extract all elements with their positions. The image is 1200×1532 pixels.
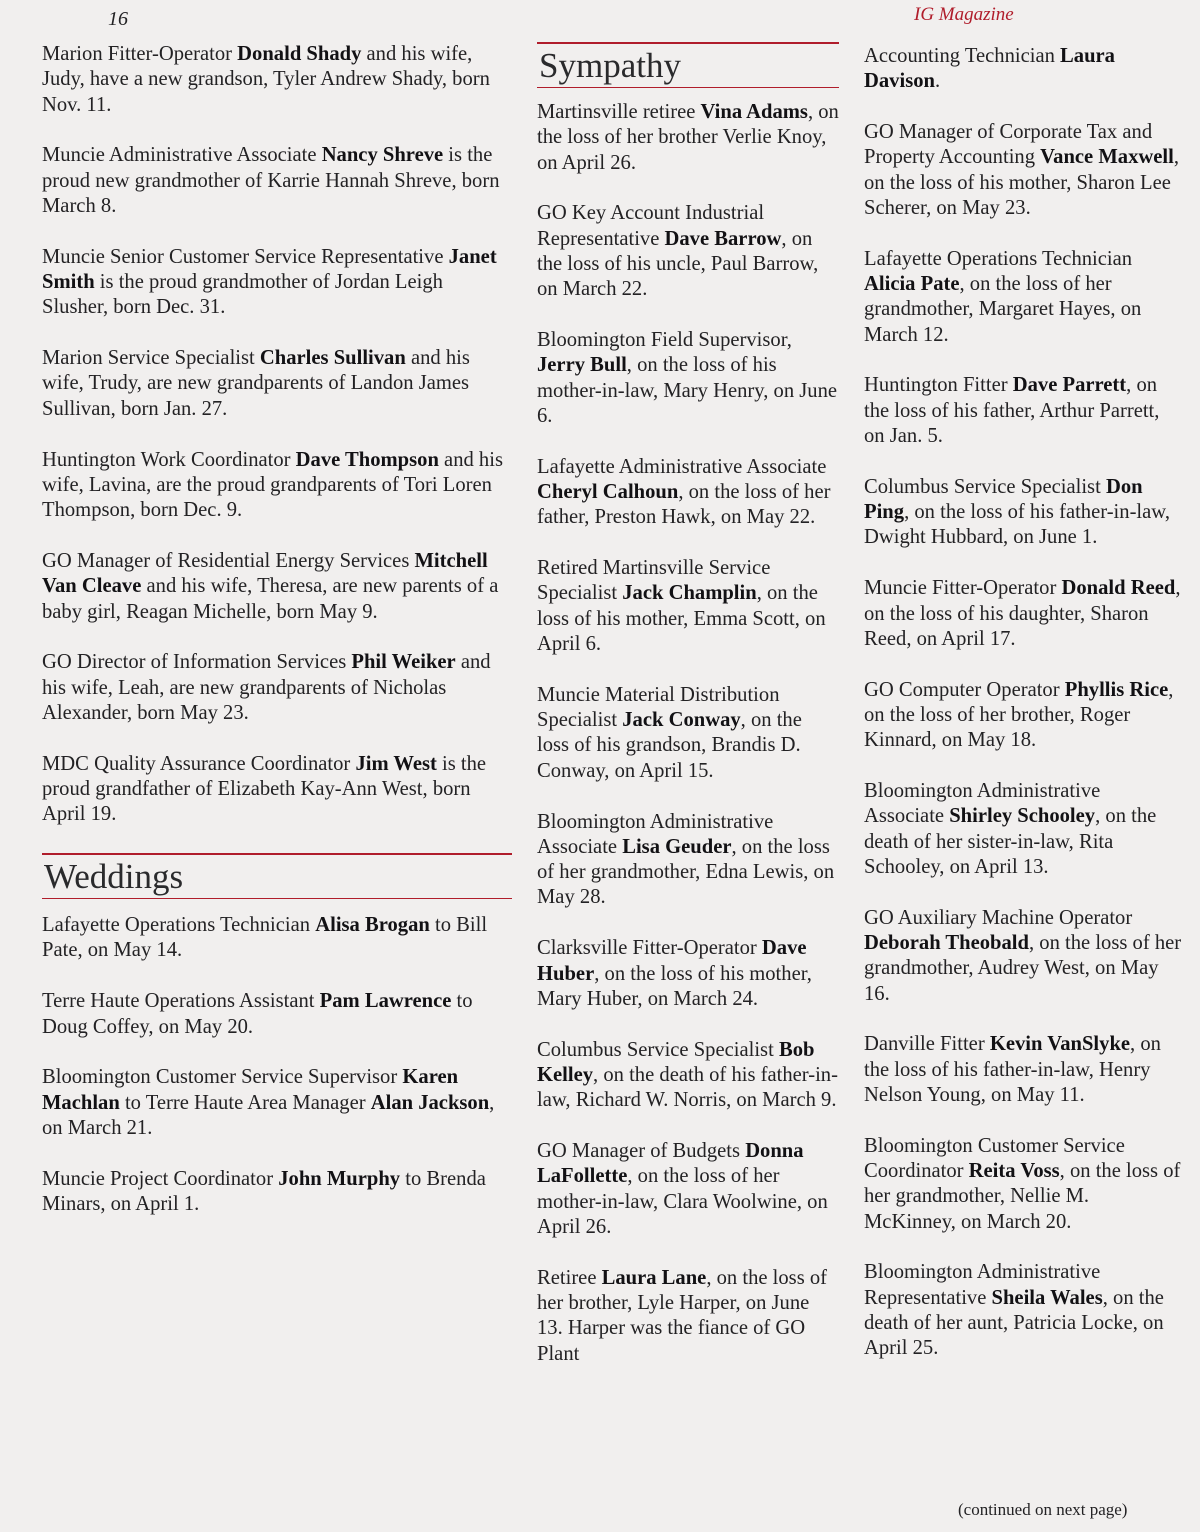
entry-text: , on the loss of his grandson, Brandis D. Conway, on April 15. xyxy=(537,709,802,782)
entry-text: to Terre Haute Area Manager xyxy=(119,1091,371,1114)
entry-text: , on the loss of his mother, Mary Huber, on March 24. xyxy=(537,962,812,1010)
births-list xyxy=(42,42,512,828)
entry-text: . xyxy=(934,70,941,93)
sympathy-entry xyxy=(537,683,839,784)
entry-text: is the proud grandmother of Jordan Leigh Slusher, born Dec. 31. xyxy=(42,271,443,319)
sympathy-entry xyxy=(864,247,1182,348)
column-2 xyxy=(537,42,839,1392)
entry-text: GO Manager of Residential Energy Services xyxy=(42,549,415,572)
entry-text: , on the loss of her grandmother, Edna Lewis, on May 28. xyxy=(537,835,835,909)
wedding-announcement xyxy=(42,1065,512,1141)
person-name: Nancy Shreve xyxy=(321,144,444,167)
person-name: Shirley Schooley xyxy=(949,805,1096,828)
entry-text: , on the loss of his mother, Sharon Lee Scherer, on May 23. xyxy=(864,146,1179,219)
entry-text: Bloomington Customer Service Coordinator xyxy=(864,1134,1125,1183)
person-name: Jerry Bull xyxy=(537,354,627,377)
sympathy-entry xyxy=(537,100,839,176)
sympathy-heading: Sympathy xyxy=(537,42,839,88)
birth-announcement xyxy=(42,346,512,422)
person-name: John Murphy xyxy=(278,1167,401,1190)
person-name: Donna LaFollette xyxy=(537,1140,804,1188)
entry-text: , on the loss of her brother, Lyle Harper, on June 13. Harper was the fiance of GO Plant xyxy=(537,1266,828,1365)
person-name: Bob Kelley xyxy=(537,1038,815,1086)
person-name: Alicia Pate xyxy=(864,273,960,296)
sympathy-entry xyxy=(864,475,1182,551)
person-name: Dave Huber xyxy=(537,937,807,985)
entry-text: Retiree xyxy=(537,1266,602,1289)
entry-text: Lafayette Operations Technician xyxy=(42,914,316,937)
entry-text: GO Director of Information Services xyxy=(42,651,352,674)
page-number: 16 xyxy=(108,8,128,30)
sympathy-entry xyxy=(864,906,1182,1007)
person-name: Dave Parrett xyxy=(1012,374,1127,397)
person-name: Vance Maxwell xyxy=(1040,146,1174,169)
person-name: Vina Adams xyxy=(700,101,808,123)
sympathy-entry xyxy=(864,373,1182,449)
entry-text: Marion Fitter-Operator xyxy=(42,43,238,65)
entry-text: to Doug Coffey, on May 20. xyxy=(42,990,473,1038)
sympathy-entry xyxy=(537,1038,839,1114)
entry-text: to Bill Pate, on May 14. xyxy=(42,914,488,962)
person-name: Cheryl Calhoun xyxy=(537,481,679,504)
entry-text: Lafayette Administrative Associate xyxy=(537,455,827,478)
person-name: Laura Davison xyxy=(864,45,1115,93)
person-name: Phil Weiker xyxy=(351,651,456,674)
entry-text: , on the death of her sister-in-law, Rita Schooley, on April 13. xyxy=(864,805,1157,878)
entry-text: , on the loss of his daughter, Sharon Reed, on April 17. xyxy=(864,577,1181,650)
entry-text: Lafayette Operations Technician xyxy=(864,247,1133,270)
sympathy-entry xyxy=(864,1134,1182,1235)
entry-text: , on the loss of his mother, Emma Scott, on April 6. xyxy=(537,582,826,656)
birth-announcement xyxy=(42,650,512,726)
entry-text: , on the loss of her father, Preston Hawk, on May 22. xyxy=(537,481,831,529)
entry-text: GO Computer Operator xyxy=(864,678,1065,701)
entry-text: , on the loss of her grandmother, Margaret Hayes, on March 12. xyxy=(864,273,1142,346)
person-name: Sheila Wales xyxy=(991,1286,1103,1309)
sympathy-entry xyxy=(864,678,1182,754)
person-name: Jim West xyxy=(355,752,437,775)
sympathy-entry xyxy=(864,1032,1182,1108)
person-name: Pam Lawrence xyxy=(319,990,452,1013)
entry-text: GO Key Account Industrial Representative xyxy=(537,202,765,250)
person-name: Lisa Geuder xyxy=(622,835,732,858)
sympathy-entry xyxy=(864,1260,1182,1361)
entry-text: Muncie Fitter-Operator xyxy=(864,577,1062,600)
weddings-list xyxy=(42,913,512,1217)
entry-text: GO Manager of Budgets xyxy=(537,1140,746,1162)
entry-text: to Brenda Minars, on April 1. xyxy=(42,1167,486,1215)
person-name: Phyllis Rice xyxy=(1064,678,1169,701)
entry-text: Bloomington Customer Service Supervisor xyxy=(42,1066,403,1089)
entry-text: Marion Service Specialist xyxy=(42,347,260,370)
sympathy-entry xyxy=(537,556,839,657)
entry-text: Muncie Senior Customer Service Representative xyxy=(42,245,449,268)
entry-text: GO Manager of Corporate Tax and Property Accounting xyxy=(864,121,1153,169)
entry-text: , on the loss of her mother-in-law, Clara Woolwine, on April 26. xyxy=(537,1165,828,1238)
person-name: Karen Machlan xyxy=(42,1066,459,1114)
wedding-announcement xyxy=(42,989,512,1040)
person-name: Donald Reed xyxy=(1061,577,1176,600)
entry-text: Martinsville retiree xyxy=(537,101,701,123)
entry-text: Columbus Service Specialist xyxy=(864,475,1106,498)
sympathy-list-continued xyxy=(864,44,1182,1362)
sympathy-entry xyxy=(537,936,839,1012)
entry-text: , on the death of her aunt, Patricia Locke, on April 25. xyxy=(864,1286,1164,1360)
person-name: Don Ping xyxy=(864,475,1143,524)
birth-announcement xyxy=(42,143,512,219)
column-1 xyxy=(42,42,512,1243)
sympathy-entry xyxy=(864,779,1182,880)
entry-text: Huntington Fitter xyxy=(864,374,1013,397)
entry-text: is the proud grandfather of Elizabeth Kay-Ann West, born April 19. xyxy=(42,752,487,826)
entry-text: , on the loss of her brother Verlie Knoy, on April 26. xyxy=(537,101,839,174)
entry-text: Terre Haute Operations Assistant xyxy=(42,990,320,1013)
entry-text: and his wife, Leah, are new grandparents of Nicholas Alexander, born May 23. xyxy=(42,651,491,724)
sympathy-entry xyxy=(864,120,1182,221)
entry-text: Muncie Project Coordinator xyxy=(42,1167,279,1190)
entry-text: Accounting Technician xyxy=(864,45,1061,67)
person-name: Alan Jackson xyxy=(370,1091,490,1114)
column-3 xyxy=(864,44,1182,1387)
entry-text: and his wife, Judy, have a new grandson, Tyler Andrew Shady, born Nov. 11. xyxy=(42,43,490,116)
birth-announcement xyxy=(42,448,512,524)
sympathy-entry xyxy=(537,455,839,531)
wedding-announcement xyxy=(42,913,512,964)
birth-announcement xyxy=(42,42,512,118)
person-name: Mitchell Van Cleave xyxy=(42,549,488,598)
person-name: Deborah Theobald xyxy=(864,932,1029,955)
entry-text: GO Auxiliary Machine Operator xyxy=(864,906,1133,929)
person-name: Donald Shady xyxy=(237,43,362,65)
person-name: Laura Lane xyxy=(601,1266,707,1289)
entry-text: Huntington Work Coordinator xyxy=(42,448,296,471)
entry-text: , on the loss of her brother, Roger Kinnard, on May 18. xyxy=(864,678,1174,752)
entry-text: Clarksville Fitter-Operator xyxy=(537,937,762,960)
person-name: Dave Barrow xyxy=(664,227,782,250)
sympathy-entry xyxy=(864,44,1182,95)
entry-text: Muncie Material Distribution Specialist xyxy=(537,683,780,732)
entry-text: , on the death of his father-in-law, Richard W. Norris, on March 9. xyxy=(537,1063,838,1112)
birth-announcement xyxy=(42,549,512,625)
entry-text: , on the loss of his father, Arthur Parrett, on Jan. 5. xyxy=(864,374,1160,448)
entry-text: MDC Quality Assurance Coordinator xyxy=(42,752,356,775)
sympathy-entry xyxy=(537,1266,839,1367)
entry-text: , on the loss of her grandmother, Nellie M. McKinney, on March 20. xyxy=(864,1160,1181,1233)
entry-text: , on the loss of her grandmother, Audrey West, on May 16. xyxy=(864,932,1182,1005)
entry-text: , on the loss of his mother-in-law, Mary Henry, on June 6. xyxy=(537,354,838,427)
person-name: Alisa Brogan xyxy=(315,914,430,937)
birth-announcement xyxy=(42,752,512,828)
weddings-heading: Weddings xyxy=(42,853,512,899)
entry-text: and his wife, Lavina, are the proud grandparents of Tori Loren Thompson, born Dec. 9. xyxy=(42,448,503,522)
entry-text: Muncie Administrative Associate xyxy=(42,144,322,167)
person-name: Jack Champlin xyxy=(622,582,757,605)
entry-text: Bloomington Administrative Associate xyxy=(537,810,774,858)
person-name: Kevin VanSlyke xyxy=(989,1033,1131,1056)
sympathy-entry xyxy=(537,328,839,429)
person-name: Jack Conway xyxy=(622,709,741,732)
entry-text: , on the loss of his uncle, Paul Barrow, on March 22. xyxy=(537,227,819,301)
entry-text: , on the loss of his father-in-law, Henry Nelson Young, on May 11. xyxy=(864,1033,1161,1106)
entry-text: Bloomington Field Supervisor, xyxy=(537,329,792,352)
sympathy-entry xyxy=(537,1139,839,1240)
wedding-announcement xyxy=(42,1167,512,1218)
entry-text: Retired Martinsville Service Specialist xyxy=(537,557,771,605)
person-name: Dave Thompson xyxy=(295,448,439,471)
entry-text: Danville Fitter xyxy=(864,1033,990,1056)
sympathy-entry xyxy=(864,576,1182,652)
sympathy-list xyxy=(537,100,839,1367)
entry-text: is the proud new grandmother of Karrie Hannah Shreve, born March 8. xyxy=(42,144,500,217)
entry-text: Columbus Service Specialist xyxy=(537,1038,779,1061)
person-name: Janet Smith xyxy=(42,245,497,294)
entry-text: and his wife, Trudy, are new grandparents of Landon James Sullivan, born Jan. 27. xyxy=(42,347,470,420)
person-name: Charles Sullivan xyxy=(259,347,406,370)
entry-text: , on the loss of his father-in-law, Dwight Hubbard, on June 1. xyxy=(864,501,1170,549)
entry-text: Bloomington Administrative Representative xyxy=(864,1261,1101,1309)
entry-text: and his wife, Theresa, are new parents of a baby girl, Reagan Michelle, born May 9. xyxy=(42,575,499,623)
publication-title: IG Magazine xyxy=(914,4,1014,25)
sympathy-entry xyxy=(537,810,839,911)
person-name: Reita Voss xyxy=(968,1160,1060,1183)
continued-note: (continued on next page) xyxy=(958,1500,1128,1519)
entry-text: , on March 21. xyxy=(42,1091,495,1139)
entry-text: Bloomington Administrative Associate xyxy=(864,780,1101,828)
sympathy-entry xyxy=(537,201,839,302)
birth-announcement xyxy=(42,245,512,321)
